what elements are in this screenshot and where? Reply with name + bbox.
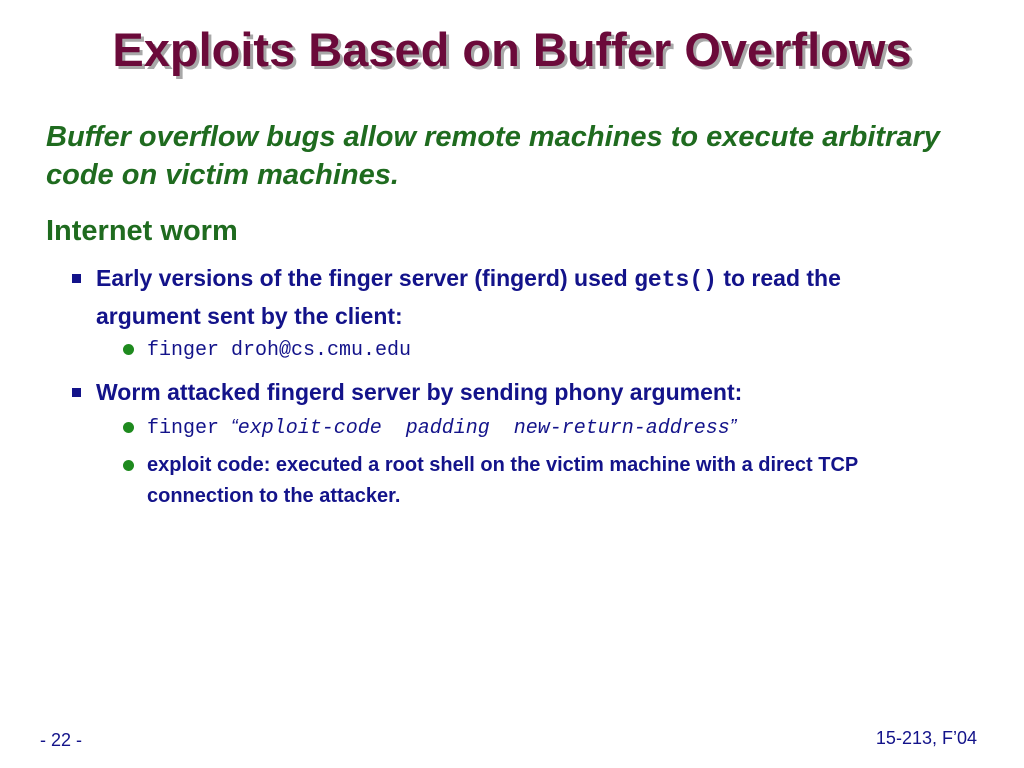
sub-bullet-finger-example xyxy=(147,334,947,366)
square-bullet-icon xyxy=(72,388,81,397)
section-heading: Internet worm xyxy=(46,215,238,247)
exploit-code-description: exploit code: executed a root shell on the victim machine with a direct TCP connection to the attacker. xyxy=(147,454,858,507)
bullet-text-after: to read the argument sent by the client: xyxy=(96,265,841,329)
intro-statement: Buffer overflow bugs allow remote machines to execute arbitrary code on victim machines. xyxy=(46,121,940,191)
finger-command-prefix: finger xyxy=(147,417,232,440)
gets-code: gets() xyxy=(634,267,717,293)
round-bullet-icon xyxy=(123,422,134,433)
bullet-text: Worm attacked fingerd server by sending phony argument: xyxy=(96,379,743,405)
round-bullet-icon xyxy=(123,460,134,471)
sub-bullet-phony-argument xyxy=(147,412,947,444)
course-label: 15-213, F’04 xyxy=(875,728,977,748)
sub-bullet-exploit-code xyxy=(147,450,937,512)
quote-open: “ xyxy=(231,416,238,438)
bullet-worm-attack xyxy=(96,374,936,410)
slide-title: Exploits Based on Buffer Overflows xyxy=(112,23,912,76)
square-bullet-icon xyxy=(72,274,81,283)
exploit-argument-code: exploit-code padding new-return-address xyxy=(237,417,730,440)
bullet-fingerd-gets xyxy=(96,260,936,334)
bullet-text-before: Early versions of the finger server (fingerd) used xyxy=(96,265,635,291)
finger-command-code: finger droh@cs.cmu.edu xyxy=(147,339,412,362)
round-bullet-icon xyxy=(123,344,134,355)
page-number: - 22 - xyxy=(40,730,83,750)
quote-close: ” xyxy=(729,416,737,438)
